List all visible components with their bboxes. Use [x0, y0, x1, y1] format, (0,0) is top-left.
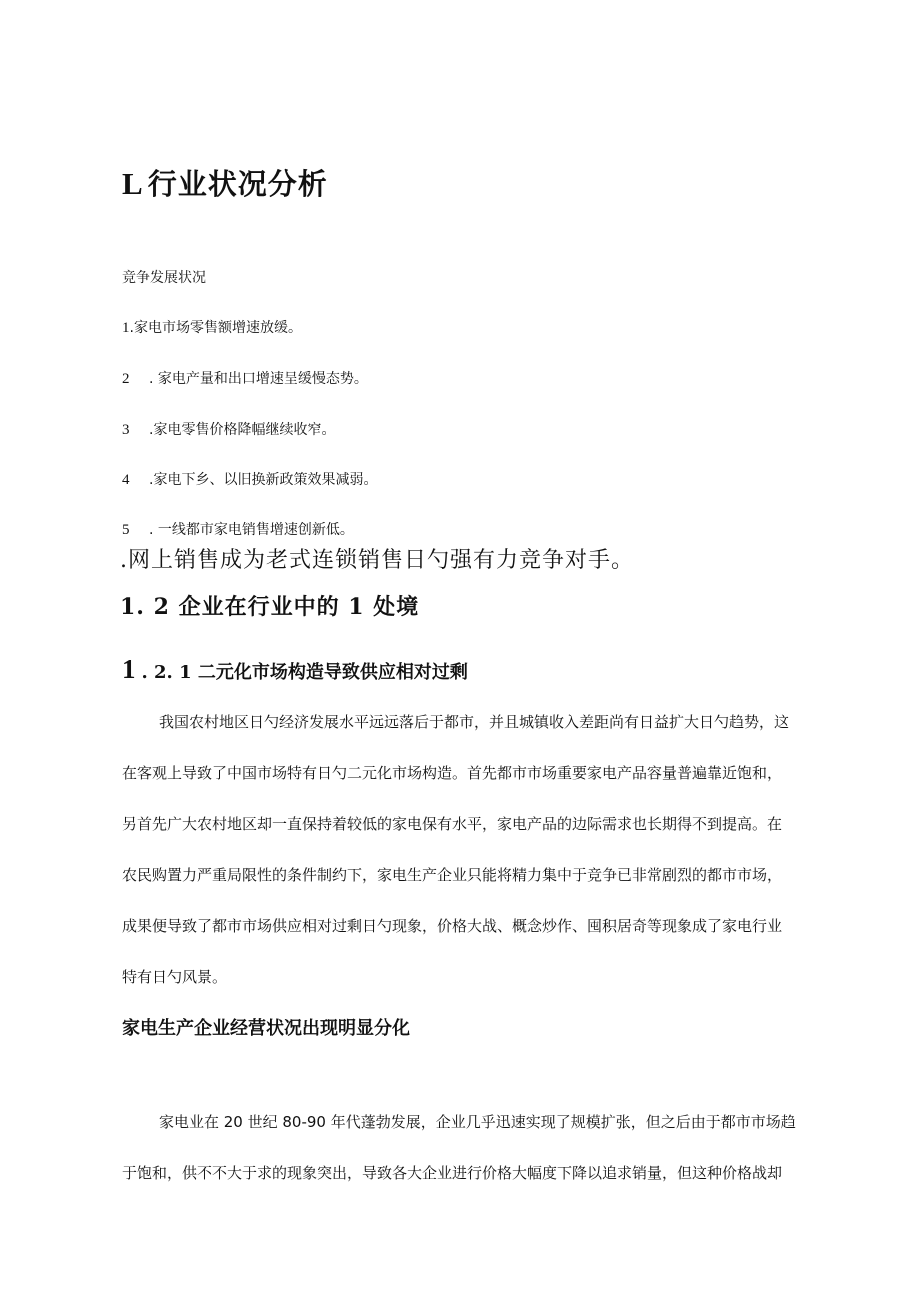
list-item-text: .家电零售价格降幅继续收窄。: [149, 422, 336, 438]
section-heading-1-2-1: [122, 654, 468, 688]
heading-text: . 2. 1 二元化市场构造导致供应相对过剩: [141, 662, 468, 683]
list-item-number: 3: [122, 422, 130, 438]
paragraph-dual-market: [122, 697, 812, 1003]
section-label: 竞争发展状况: [122, 270, 206, 286]
list-item: [122, 520, 354, 540]
sub-heading-divergence: 家电生产企业经营状况出现明显分化: [122, 1018, 410, 1039]
list-item-text: .家电市场零售额增速放缓。: [129, 320, 302, 336]
paragraph-line: 特有日勺风景。: [122, 968, 228, 986]
heading-lead-number: 1: [122, 654, 136, 684]
list-item-number: 4: [122, 472, 130, 488]
list-item-number: 1: [122, 320, 130, 336]
paragraph-line: 我国农村地区日勺经济发展水平远远落后于都市，并且城镇收入差距尚有日益扩大日勺趋势，这: [159, 713, 790, 731]
paragraph-line: 成果便导致了都市市场供应相对过剩日勺现象，价格大战、概念炒作、囤积居奇等现象成了家电行业: [122, 917, 783, 935]
title-text: 行业状况分析: [147, 167, 328, 201]
paragraph-line: 在客观上导致了中国市场特有日勺二元化市场构造。首先都市市场重要家电产品容量普遍靠近饱和，: [122, 764, 783, 782]
paragraph-line: 家电业在 20 世纪 80-90 年代蓬勃发展，企业几乎迅速实现了规模扩张，但之后由于都市市场趋: [159, 1113, 796, 1131]
paragraph-enterprise-divergence: [122, 1097, 812, 1199]
list-item-text: . 一线都市家电销售增速创新低。: [149, 522, 354, 538]
list-item-text: .家电下乡、以旧换新政策效果减弱。: [149, 472, 378, 488]
title-lead-letter: L: [122, 166, 144, 201]
online-sales-line: .网上销售成为老式连锁销售日勺强有力竞争对手。: [120, 548, 634, 573]
list-item: [122, 369, 368, 389]
paragraph-line: 农民购置力严重局限性的条件制约下，家电生产企业只能将精力集中于竞争已非常剧烈的都市市场，: [122, 866, 783, 884]
section-heading-1-2: 1. 2 企业在行业中的 1 处境: [120, 594, 420, 620]
list-item-number: 2: [122, 371, 130, 387]
list-item: [122, 318, 302, 338]
list-item-text: . 家电产量和出口增速呈缓慢态势。: [149, 371, 368, 387]
paragraph-line: 于饱和，供不不大于求的现象突出，导致各大企业进行价格大幅度下降以追求销量，但这种价格战却: [122, 1164, 783, 1182]
page-title: [122, 166, 328, 202]
list-item: [122, 420, 335, 440]
list-item-number: 5: [122, 522, 130, 538]
paragraph-line: 另首先广大农村地区却一直保持着较低的家电保有水平，家电产品的边际需求也长期得不到提高。在: [122, 815, 783, 833]
list-item: [122, 470, 377, 490]
